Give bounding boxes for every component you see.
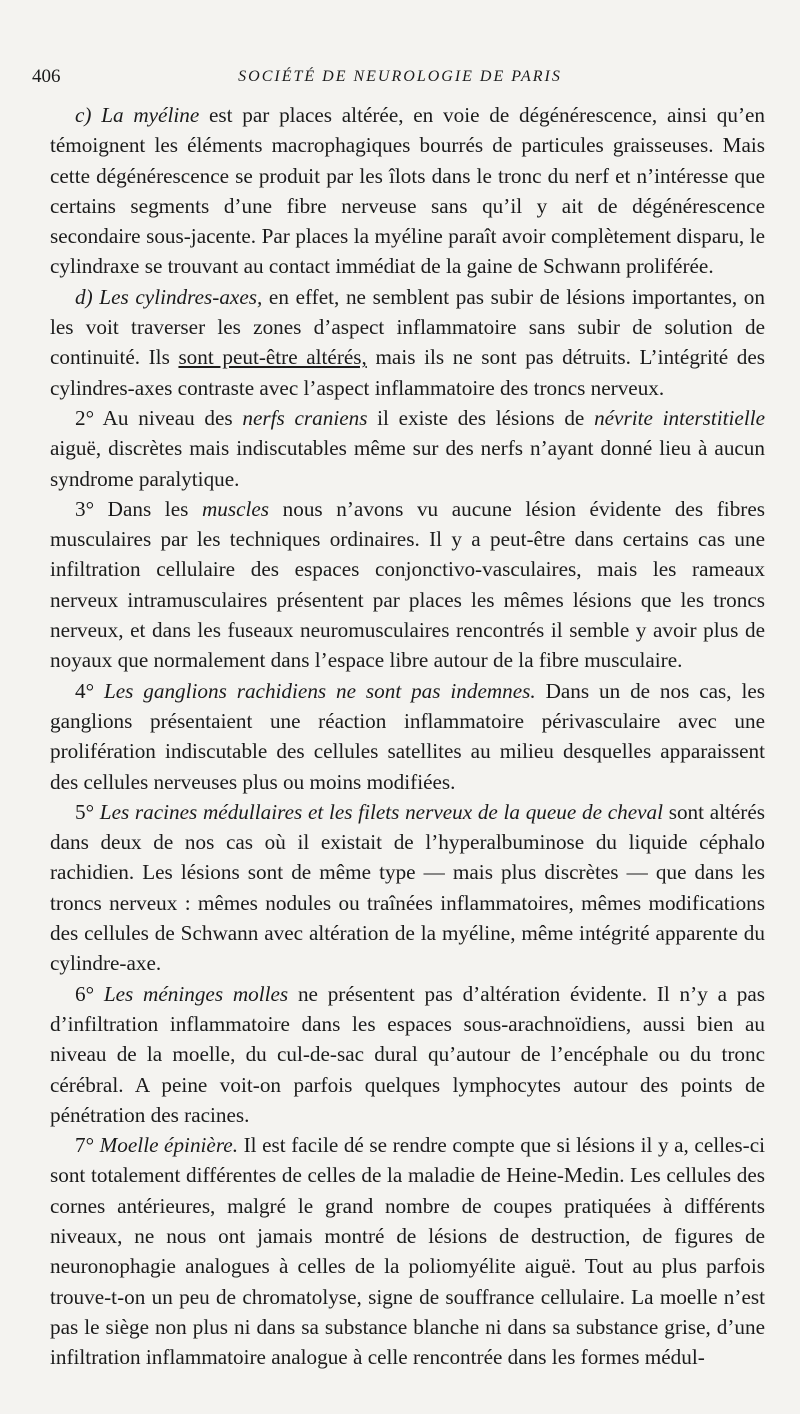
paragraph-text: est par places altérée, en voie de dégénérescence, ainsi qu’en témoignent les éléments macrophagiques bourrés de particules graisseuses. Mais cette dégénérescence se produit par les îlots dans le tronc du nerf et n’intéresse que certains segments d’une fibre nerveuse sans qu’il y ait de dégénérescence secondaire sous-jacente. Par places la myéline paraît avoir complètement disparu, le cylindraxe se trouvant au contact immédiat de la gaine de Schwann proliférée. [50,103,765,279]
paragraph-prefix: 6° [75,981,104,1006]
page-number: 406 [32,66,61,87]
paragraph-text: en effet, ne semblent pas subir de lésions importantes, on les voit traverser les zones d’aspect inflammatoire sans subir de solution de continuité. Ils [50,284,765,370]
paragraph-text: nous n’avons vu aucune lésion évidente des fibres musculaires par les techniques ordinaires. Il y a peut-être dans certains cas une infiltration cellulaire des espaces conjonctivo-vasculaires, mais les rameaux nerveux intramusculaires présentent par places les mêmes lésions que les troncs nerveux, et dans les fuseaux neuromusculaires rencontrés il semble y avoir plus de noyaux que normalement dans l’espace libre autour de la fibre musculaire. [50,496,765,673]
paragraph-label: Les ganglions rachidiens ne sont pas indemnes. [103,678,536,703]
paragraph-text: aiguë, discrètes mais indiscutables même sur des nerfs n’ayant donné lieu à aucun syndrome paralytique. [50,436,765,491]
paragraph-label: d) Les cylindres-axes, [75,284,263,309]
paragraph-prefix: 5° [75,799,100,824]
paragraph-label: nerfs craniens [242,405,368,430]
underlined-annotation: sont peut-être altérés, [178,345,367,370]
paragraph-label: muscles [201,496,270,521]
paragraph-label-secondary: névrite interstitielle [594,405,765,430]
paragraph-cylindres-axes [50,282,765,403]
page-header [32,66,768,92]
paragraph-text: il existe des lésions de [367,405,595,430]
paragraph-moelle [50,1130,765,1372]
paragraph-label: Les racines médullaires et les filets nerveux de la queue de cheval [99,799,663,824]
paragraph-text: mais ils ne sont pas détruits. L’intégrité des cylindres-axes contraste avec l’aspect inflammatoire des troncs nerveux. [50,345,766,400]
paragraph-text: ne présentent pas d’altération évidente. Il n’y a pas d’infiltration inflammatoire dans les espaces sous-arachnoïdiens, aussi bien au niveau de la moelle, du cul-de-sac dural qu’autour de l’encéphale ou du tronc cérébral. A peine voit-on parfois quelques lymphocytes autour des points de pénétration des racines. [50,981,765,1127]
paragraph-ganglions [50,676,765,797]
paragraph-label: Moelle épinière. [99,1133,238,1158]
paragraph-nerfs-craniens [50,403,765,494]
paragraph-meninges [50,979,765,1130]
paragraph-prefix: 7° [75,1133,100,1158]
body-text [50,100,765,1372]
paragraph-prefix: 2° Au niveau des [75,405,243,430]
paragraph-prefix: 4° [75,678,104,703]
paragraph-text: sont altérés dans deux de nos cas où il existait de l’hyperalbuminose du liquide céphalo rachidien. Les lésions sont de même type — mais plus discrètes — que dans les troncs nerveux : mêmes nodules ou traînées inflammatoires, mêmes modifications des cellules de Schwann avec altération de la myéline, même intégrité apparente du cylindre-axe. [50,799,766,976]
paragraph-label: c) La myéline [75,103,200,127]
running-title: SOCIÉTÉ DE NEUROLOGIE DE PARIS [238,68,562,85]
paragraph-text: Il est facile dé se rendre compte que si lésions il y a, celles-ci sont totalement différentes de celles de la maladie de Heine-Medin. Les cellules des cornes antérieures, malgré le grand nombre de coupes pratiquées à différents niveaux, ne nous ont jamais montré de lésions de destruction, de figures de neuronophagie analogues à celles de la poliomyélite aiguë. Tout au plus parfois trouve-t-on un peu de chromatolyse, signe de souffrance cellulaire. La moelle n’est pas le siège non plus ni dans sa substance blanche ni dans sa substance grise, d’une infiltration inflammatoire analogue à celle rencontrée dans les formes médul- [50,1133,765,1370]
paragraph-label: Les méninges molles [103,981,289,1006]
paragraph-prefix: 3° Dans les [75,496,202,521]
paragraph-racines [50,797,765,979]
paragraph-muscles [50,494,765,676]
paragraph-text: Dans un de nos cas, les ganglions présentaient une réaction inflammatoire périvasculaire avec une prolifération indiscutable des cellules satellites au milieu desquelles apparaissent des cellules nerveuses plus ou moins modifiées. [50,678,765,794]
paragraph-myeline [50,100,765,282]
